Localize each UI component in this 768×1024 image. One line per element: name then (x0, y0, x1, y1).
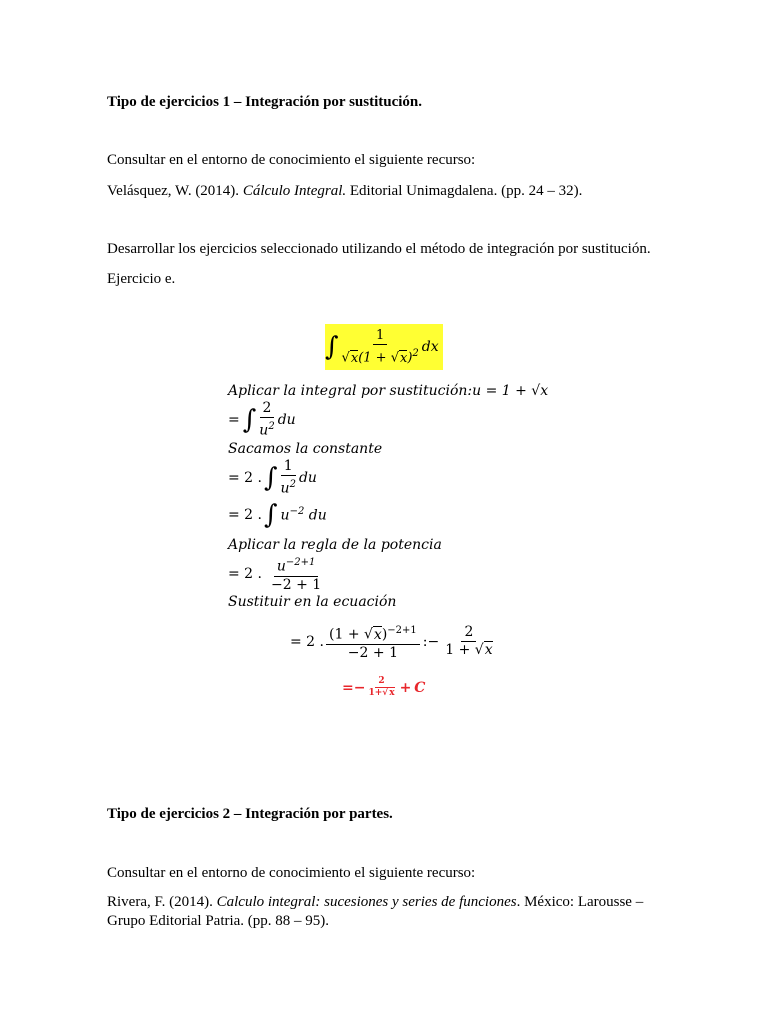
step-substitute: Sustituir en la ecuación (228, 594, 397, 610)
section2-reference (107, 893, 643, 911)
step-constant: Sacamos la constante (228, 441, 383, 457)
step-integral-u: = ∫ $\frac{2}{u^2}$ du (228, 400, 296, 439)
ref-rest: . México: Larousse – (516, 894, 644, 910)
section2-reference-line2: Grupo Editorial Patria. (pp. 88 – 95). (107, 913, 330, 929)
exercise-label: Ejercicio e. (107, 271, 176, 287)
ref-title: Cálculo Integral. (242, 183, 347, 199)
section1-instruction: Desarrollar los ejercicios seleccionado utilizando el método de integración por sustitución. (107, 241, 651, 257)
step-power-form: = 2 . ∫ $u^{-2}$ du (228, 500, 327, 530)
integral-problem: ∫ $\frac{1}{√x(1 + √x)^2}$ dx (325, 324, 443, 370)
step-substitution: Aplicar la integral por sustitución:u = 1 + √x (228, 383, 549, 399)
ref-author: Velásquez, W. (2014). (107, 183, 243, 199)
section1-title: Tipo de ejercicios 1 – Integración por sustitución. (107, 94, 422, 110)
ref-title: Calculo integral: sucesiones y series de funciones (216, 894, 517, 910)
section2-consult: Consultar en el entorno de conocimiento el siguiente recurso: (107, 865, 476, 881)
section1-consult: Consultar en el entorno de conocimiento el siguiente recurso: (107, 152, 476, 168)
ref-author: Rivera, F. (2014). (107, 894, 217, 910)
section2-title: Tipo de ejercicios 2 – Integración por partes. (107, 806, 393, 822)
section1-reference (107, 182, 582, 200)
step-constant-out: = 2 . ∫ $\frac{1}{u^2}$ du (228, 458, 317, 497)
step-power-rule: Aplicar la regla de la potencia (228, 537, 442, 553)
final-answer: =− $\frac{2}{1+√x}$ + C (342, 676, 426, 698)
ref-rest: Editorial Unimagdalena. (pp. 24 – 32). (346, 183, 583, 199)
step-substituted-result: = 2 . $\frac{(1 + √x)^{-2+1}}{-2 + 1}$ :− $\frac{2}{1 + √x}$ (290, 622, 496, 662)
step-power-result: = 2 . $\frac{u^{-2+1}}{-2 + 1}$ (228, 554, 324, 594)
